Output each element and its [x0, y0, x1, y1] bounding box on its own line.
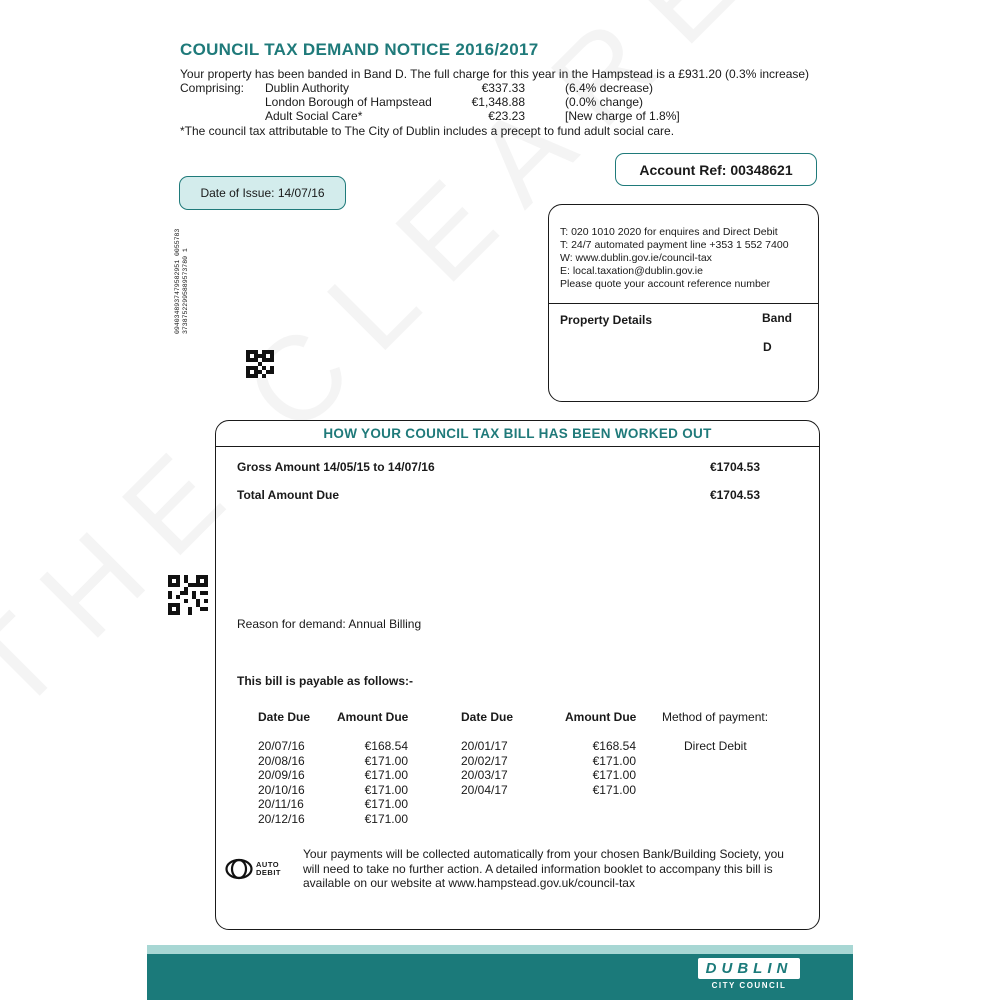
schedule-amounts [564, 739, 636, 797]
instalment-date: 20/03/17 [461, 768, 508, 782]
comprising-label: Comprising: [180, 81, 245, 95]
contact-payment-line: T: 24/7 automated payment line +353 1 552 7400 [560, 239, 789, 251]
instalment-amount: €171.00 [592, 782, 636, 797]
logo-top-text: DUBLIN [705, 960, 793, 977]
account-ref: Account Ref: 00348621 [615, 153, 817, 186]
auto-debit-text: AUTO [256, 860, 280, 869]
qr-code-icon [168, 575, 208, 615]
auto-debit-logo [225, 858, 293, 880]
total-amount-value: €1704.53 [709, 488, 760, 502]
band-intro: Your property has been banded in Band D. The full charge for this year in the Hampstead is a £931.20 (0.3% increase) [180, 67, 810, 81]
qr-code-icon [246, 350, 274, 378]
instalment-date: 20/01/17 [461, 739, 508, 753]
barcode-numbers [174, 222, 204, 334]
instalment-amount: €171.00 [364, 753, 408, 768]
instalment-date: 20/02/17 [461, 753, 508, 768]
column-header-method: Method of payment: [662, 710, 769, 724]
contact-note: Please quote your account reference number [560, 278, 771, 290]
payable-heading: This bill is payable as follows:- [237, 674, 414, 688]
charge-name: Adult Social Care* [265, 109, 363, 123]
instalment-amount: €171.00 [364, 811, 408, 826]
charge-amount: €337.33 [481, 81, 525, 95]
barcode-line: 37387522995889573780 1 [182, 248, 189, 334]
bill-breakdown-box [215, 420, 820, 930]
instalment-date: 20/04/17 [461, 782, 508, 797]
charge-amount: €23.23 [488, 109, 525, 123]
instalment-amount: €168.54 [364, 739, 408, 753]
charge-note: (6.4% decrease) [565, 81, 654, 95]
instalment-amount: €171.00 [364, 782, 408, 797]
column-header-date: Date Due [258, 710, 311, 724]
band-value: D [763, 340, 772, 354]
column-header-amount: Amount Due [565, 710, 637, 724]
column-header-date: Date Due [461, 710, 514, 724]
contact-website[interactable]: W: www.dublin.gov.ie/council-tax [560, 252, 712, 264]
date-of-issue: Date of Issue: 14/07/16 [179, 176, 346, 210]
schedule-dates [258, 739, 305, 826]
charge-note: (0.0% change) [565, 95, 644, 109]
instalment-amount: €171.00 [364, 797, 408, 811]
contact-box [548, 204, 819, 402]
direct-debit-note [303, 847, 803, 891]
instalment-amount: €171.00 [592, 753, 636, 768]
instalment-amount: €171.00 [592, 768, 636, 782]
instalment-date: 20/11/16 [258, 797, 304, 811]
instalment-date: 20/07/16 [258, 739, 305, 753]
bill-heading: HOW YOUR COUNCIL TAX BILL HAS BEEN WORKED OUT [216, 421, 819, 447]
instalment-date: 20/08/16 [258, 753, 305, 768]
charge-name: London Borough of Hampstead [265, 95, 432, 109]
auto-debit-text: DEBIT [256, 868, 281, 877]
instalment-amount: €171.00 [364, 768, 408, 782]
logo-bottom-text: CITY COUNCIL [711, 981, 787, 990]
footer-stripe [147, 945, 853, 954]
charge-name: Dublin Authority [265, 81, 350, 95]
note-line: Your payments will be collected automatically from your chosen Bank/Building Society, you [303, 847, 784, 861]
total-amount-label: Total Amount Due [237, 488, 339, 502]
gross-amount-value: €1704.53 [709, 460, 760, 474]
instalment-amount: €168.54 [592, 739, 636, 753]
schedule-amounts [336, 739, 408, 826]
charge-amount: €1,348.88 [471, 95, 525, 109]
notice-title: COUNCIL TAX DEMAND NOTICE 2016/2017 [180, 40, 539, 59]
band-label: Band [762, 311, 792, 325]
gross-amount-label: Gross Amount 14/05/15 to 14/07/16 [237, 460, 435, 474]
contact-phone: T: 020 1010 2020 for enquires and Direct Debit [560, 226, 778, 238]
instalment-date: 20/10/16 [258, 782, 305, 797]
instalment-date: 20/09/16 [258, 768, 305, 782]
dublin-city-council-logo [698, 958, 800, 992]
payment-method: Direct Debit [684, 739, 747, 753]
barcode-line: 0940348937479582951 0055783 [174, 228, 181, 334]
footnote: *The council tax attributable to The City of Dublin includes a precept to fund adult social care. [180, 124, 675, 138]
schedule-dates [461, 739, 508, 797]
instalment-date: 20/12/16 [258, 811, 305, 826]
divider [549, 303, 818, 304]
charge-note: [New charge of 1.8%] [565, 109, 680, 123]
reason-for-demand: Reason for demand: Annual Billing [237, 617, 422, 631]
contact-email[interactable]: E: local.taxation@dublin.gov.ie [560, 265, 703, 277]
column-header-amount: Amount Due [337, 710, 409, 724]
note-line: will need to take no further action. A detailed information booklet to accompany this bill is [303, 861, 773, 876]
property-details-label: Property Details [560, 313, 653, 327]
note-line: available on our website at www.hampstead.gov.uk/council-tax [303, 876, 635, 890]
